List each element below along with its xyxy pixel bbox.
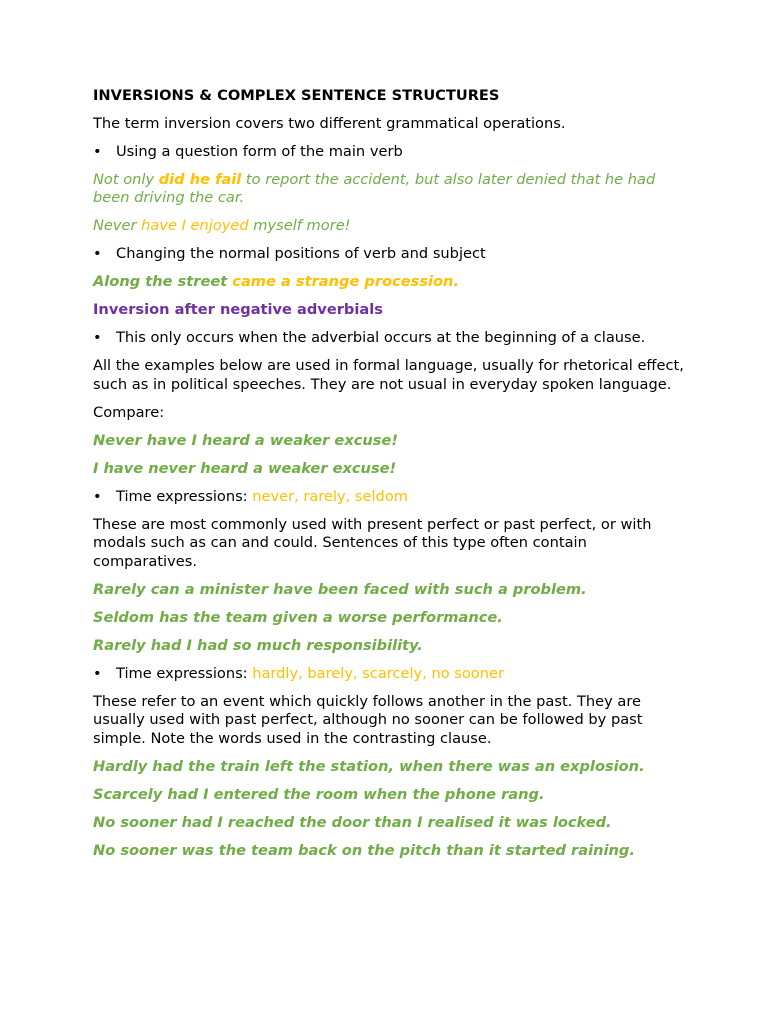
example-highlight: have I enjoyed (141, 217, 249, 234)
example-text: Not only (93, 170, 159, 188)
bullet-dot: • (93, 329, 102, 346)
example-sentence: Scarcely had I entered the room when the phone rang. (93, 785, 545, 803)
document-title: INVERSIONS & COMPLEX SENTENCE STRUCTURES (93, 87, 500, 104)
example-text: Along the street (93, 273, 233, 290)
example-sentence: No sooner had I reached the door than I realised it was locked. (93, 813, 612, 831)
example-never-enjoyed (93, 217, 693, 236)
bullet-text: Changing the normal positions of verb and subject (116, 245, 486, 262)
example-sentence: Hardly had the train left the station, when there was an explosion. (93, 757, 645, 775)
example-sentence: No sooner was the team back on the pitch than it started raining. (93, 841, 635, 859)
bullet-text: This only occurs when the adverbial occurs at the beginning of a clause. (116, 329, 646, 346)
bullet-dot: • (93, 142, 102, 160)
example-not-only (93, 171, 693, 208)
example-along-street (93, 273, 693, 292)
bullet-highlight: never, rarely, seldom (252, 487, 408, 505)
example-highlight: came a strange procession. (232, 273, 459, 290)
sequence-paragraph: These refer to an event which quickly follows another in the past. They are usually used with past perfect, although no sooner can be followed by past simple. Note the words used in the contrasting clause. (93, 692, 643, 747)
bullet-dot: • (93, 664, 102, 682)
example-highlight: did he fail (158, 170, 242, 188)
example-sentence: I have never heard a weaker excuse! (93, 459, 397, 477)
bullet-adverbial-position (93, 329, 693, 348)
compare-label: Compare: (93, 403, 165, 421)
bullet-time-expressions-1 (93, 488, 693, 507)
bullet-text: Time expressions: (116, 487, 253, 505)
section-heading: Inversion after negative adverbials (93, 301, 383, 318)
perfect-tense-paragraph: These are most commonly used with present perfect or past perfect, or with modals such as can and could. Sentences of this type often contain comparatives. (93, 515, 652, 570)
example-sentence: Rarely can a minister have been faced with such a problem. (93, 580, 587, 598)
bullet-highlight: hardly, barely, scarcely, no sooner (252, 664, 504, 682)
bullet-question-form (93, 143, 693, 162)
bullet-text: Time expressions: (116, 664, 253, 682)
document-body (93, 87, 693, 870)
example-sentence: Never have I heard a weaker excuse! (93, 431, 399, 449)
bullet-text: Using a question form of the main verb (116, 142, 403, 160)
bullet-dot: • (93, 245, 102, 262)
example-text: to report the accident, but also later denied that he had been driving the car. (93, 170, 656, 206)
example-text: Never (93, 217, 142, 234)
example-sentence: Seldom has the team given a worse performance. (93, 608, 503, 626)
example-text: myself more! (248, 217, 351, 234)
intro-paragraph: The term inversion covers two different grammatical operations. (93, 114, 566, 132)
bullet-verb-subject (93, 245, 693, 264)
example-sentence: Rarely had I had so much responsibility. (93, 636, 423, 654)
bullet-dot: • (93, 487, 102, 505)
bullet-time-expressions-2 (93, 665, 693, 684)
formal-language-paragraph: All the examples below are used in formal language, usually for rhetorical effect, such as in political speeches. They are not usual in everyday spoken language. (93, 357, 684, 393)
